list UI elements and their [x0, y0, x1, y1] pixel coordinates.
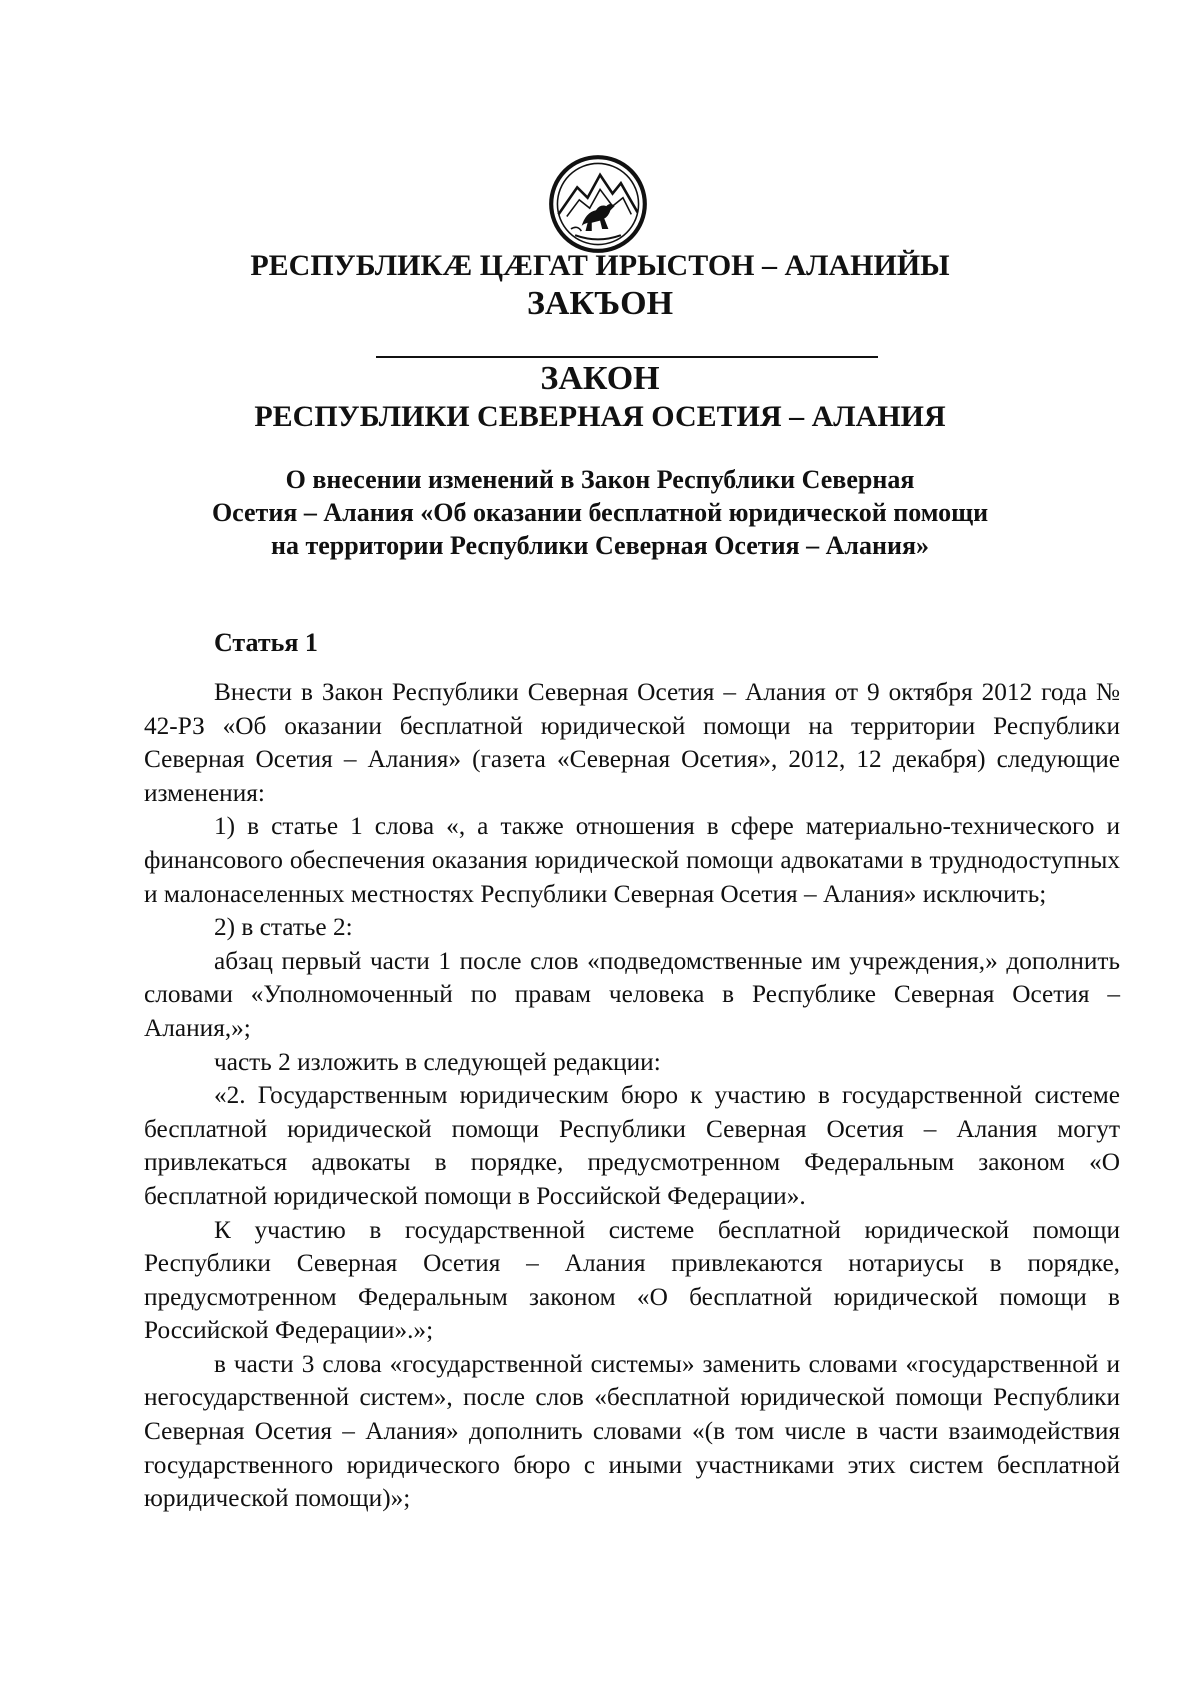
- article-paragraph: часть 2 изложить в следующей редакции:: [214, 1047, 661, 1076]
- law-title-line-2: Осетия – Алания «Об оказании бесплатной юридической помощи: [211, 498, 989, 527]
- article-paragraph: в части 3 слова «государственной системы» заменить словами «государственной и негосударственной систем», после слов «бесплатной юридической помощи Республики Северная Осетия – Алания» дополнить словами «(в том числе в части взаимодействия государственного юридического бюро с иными участниками этих систем бесплатной юридической помощи)»;: [144, 1349, 1120, 1513]
- russian-header: [0, 360, 1200, 436]
- law-title-line-3: на территории Республики Северная Осетия – Алания»: [270, 531, 930, 560]
- article-paragraph: 2) в статье 2:: [214, 913, 353, 942]
- coat-of-arms-icon: [546, 152, 650, 256]
- article-paragraph: Внести в Закон Республики Северная Осетия – Алания от 9 октября 2012 года № 42-РЗ «Об оказании бесплатной юридической помощи на территории Республики Северная Осетия – Алания» (газета «Северная Осетия», 2012, 12 декабря) следующие изменения:: [144, 678, 1120, 807]
- ossetian-law-word: ЗАКЪОН: [526, 285, 674, 322]
- article-paragraph: 1) в статье 1 слова «, а также отношения в сфере материально-технического и финансового обеспечения оказания юридической помощи адвокатами в труднодоступных и малонаселенных местностях Республики Северная Осетия – Алания» исключить;: [144, 812, 1120, 908]
- russian-law-word: ЗАКОН: [540, 360, 660, 397]
- law-title: [0, 463, 1200, 562]
- article-paragraph: «2. Государственным юридическим бюро к участию в государственной системе бесплатной юридической помощи Республики Северная Осетия – Алания могут привлекаться адвокаты в порядке, предусмотренном Федеральным законом «О бесплатной юридической помощи в Российской Федерации».: [144, 1081, 1120, 1210]
- law-title-line-1: О внесении изменений в Закон Республики Северная: [285, 465, 915, 494]
- article-heading: Статья 1: [214, 628, 318, 657]
- russian-republic-name: РЕСПУБЛИКИ СЕВЕРНАЯ ОСЕТИЯ – АЛАНИЯ: [254, 400, 946, 433]
- article-paragraph: К участию в государственной системе бесплатной юридической помощи Республики Северная Осетия – Алания привлекаются нотариусы в порядке, предусмотренном Федеральным законом «О бесплатной юридической помощи в Российской Федерации».»;: [144, 1215, 1120, 1345]
- header-divider: [376, 356, 878, 358]
- article-paragraph: абзац первый части 1 после слов «подведомственные им учреждения,» дополнить словами «Уполномоченный по правам человека в Республике Северная Осетия – Алания,»;: [144, 946, 1120, 1042]
- article-body: [144, 676, 1120, 1516]
- ossetian-republic-name: РЕСПУБЛИКӔ ЦӔГАТ ИРЫСТОН – АЛАНИЙЫ: [250, 249, 950, 282]
- ossetian-header: [0, 248, 1200, 322]
